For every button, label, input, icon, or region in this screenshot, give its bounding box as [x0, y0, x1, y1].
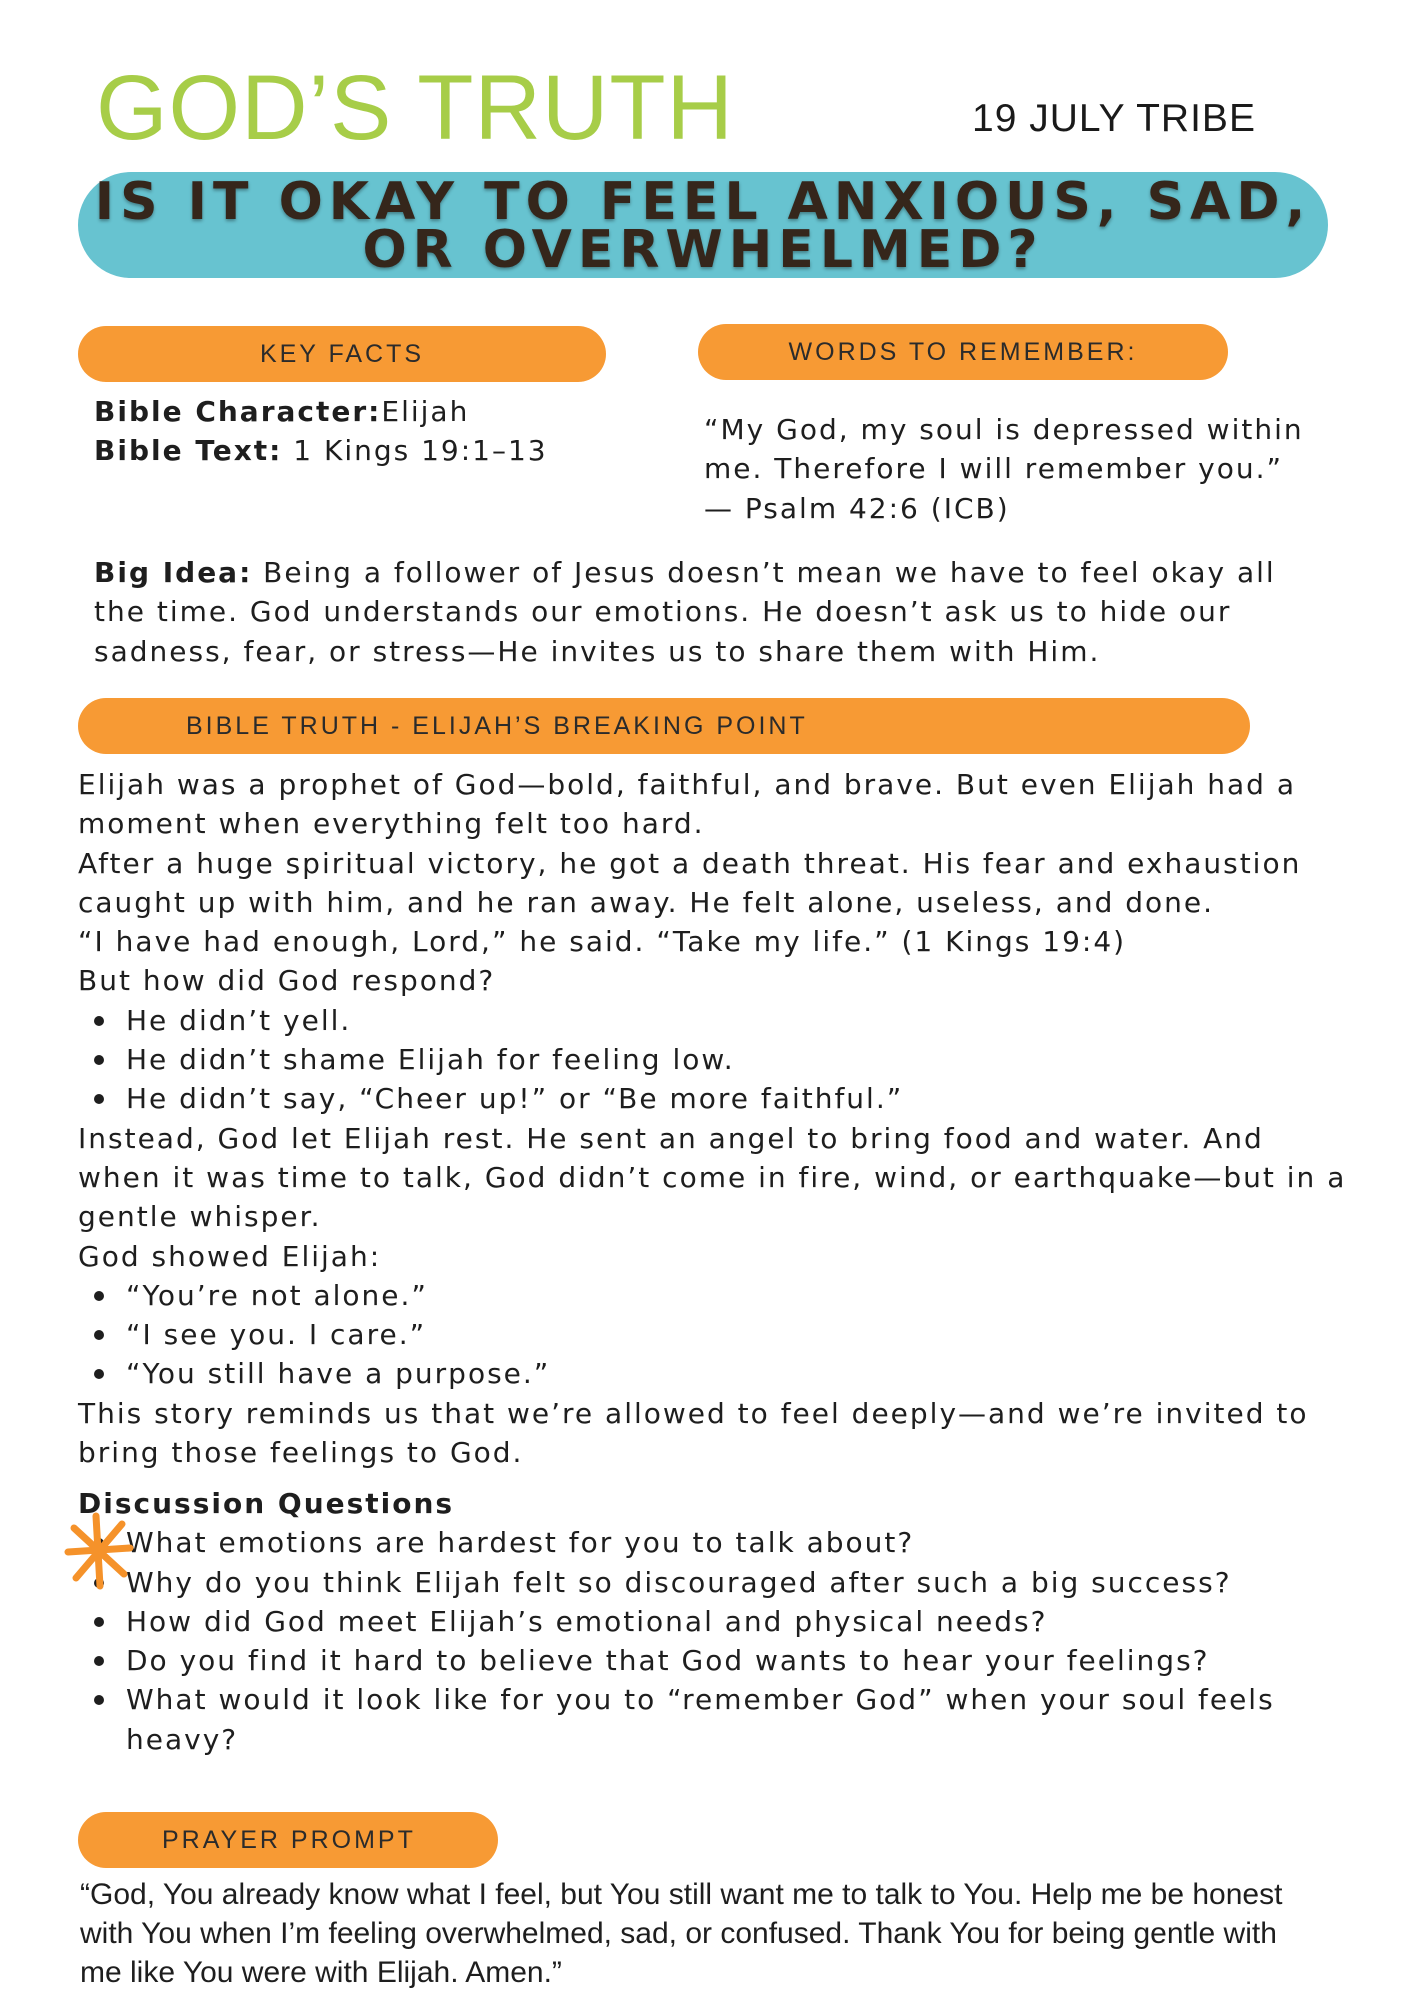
list-item: He didn’t yell. — [78, 1001, 1346, 1040]
list-item: “You’re not alone.” — [78, 1276, 1346, 1315]
list-item: Do you find it hard to believe that God wants to hear your feelings? — [78, 1641, 1275, 1680]
list-item: “I see you. I care.” — [78, 1315, 1346, 1354]
list-item: What would it look like for you to “remember God” when your soul feels — [78, 1680, 1275, 1719]
list-item: He didn’t shame Elijah for feeling low. — [78, 1040, 1346, 1079]
page-title: GOD’S TRUTH — [96, 57, 734, 159]
list-item: How did God meet Elijah’s emotional and physical needs? — [78, 1602, 1275, 1641]
memory-verse: “My God, my soul is depressed within me. Therefore I will remember you.” — Psalm 42:6 (ICB) — [704, 413, 1304, 525]
date-tribe-label: 19 JULY TRIBE — [972, 97, 1256, 140]
question-title — [78, 172, 1328, 280]
list-item: Why do you think Elijah felt so discouraged after such a big success? — [78, 1563, 1275, 1602]
big-idea: Big Idea: Being a follower of Jesus doesn’t mean we have to feel okay all the time. God understands our emotions. He doesn’t ask us to hide our sadness, fear, or stress—He invites us to share them with Him. — [94, 556, 1276, 668]
list-item: What emotions are hardest for you to talk about? — [78, 1523, 1275, 1562]
prayer-text: “God, You already know what I feel, but You still want me to talk to You. Help me be honest with You when I’m feeling overwhelmed, sad, or confused. Thank You for being gentle with me like You were with Elijah. Amen.” — [80, 1878, 1283, 1989]
question-5-continued: heavy? — [126, 1722, 239, 1756]
god-showed-list — [78, 1276, 1346, 1394]
key-facts — [94, 392, 548, 471]
prayer-prompt-heading: PRAYER PROMPT — [78, 1812, 498, 1868]
discussion-list — [78, 1523, 1275, 1719]
list-item: He didn’t say, “Cheer up!” or “Be more faithful.” — [78, 1079, 1346, 1118]
key-facts-heading: KEY FACTS — [78, 326, 606, 382]
discussion-section — [78, 1484, 1275, 1759]
bible-truth-heading: BIBLE TRUTH - ELIJAH’S BREAKING POINT — [78, 698, 1250, 754]
bible-truth-body: Elijah was a prophet of God—bold, faithful, and brave. But even Elijah had a moment when everything felt too hard. After a huge spiritual victory, he got a death threat. His fear and exhaustion caught up with him, and he ran away. He felt alone, useless, and done. “I have had enough, Lord,” he said. “Take my life.” (1 Kings 19:4) But how did God respond? He didn’t yell. He didn’t shame Elijah for feeling low. He didn’t say, “Cheer up!” or “Be more faithful.” Instead, God let Elijah rest. He sent an angel to bring food and water. And when it was time to talk, God didn’t come in fire, wind, or earthquake—but in a gentle whisper. God showed Elijah: “You’re not alone.” “I see you. I care.” “You still have a purpose.” This story reminds us that we’re allowed to feel deeply—and we’re invited to bring those feelings to God. — [78, 768, 1347, 1470]
discussion-heading: Discussion Questions — [78, 1487, 455, 1520]
bible-text: Bible Text: 1 Kings 19:1–13 — [94, 434, 548, 468]
question-line-2: OR OVERWHELMED? — [362, 220, 1044, 280]
orange-asterisk-icon — [62, 1508, 134, 1594]
big-idea-label: Big Idea: — [94, 556, 253, 589]
words-to-remember-heading: WORDS TO REMEMBER: — [698, 324, 1228, 380]
list-item: “You still have a purpose.” — [78, 1354, 1346, 1393]
god-response-list — [78, 1001, 1346, 1119]
question-line-1: IS IT OKAY TO FEEL ANXIOUS, SAD, — [94, 172, 1312, 232]
bible-character: Bible Character:Elijah — [94, 395, 470, 428]
